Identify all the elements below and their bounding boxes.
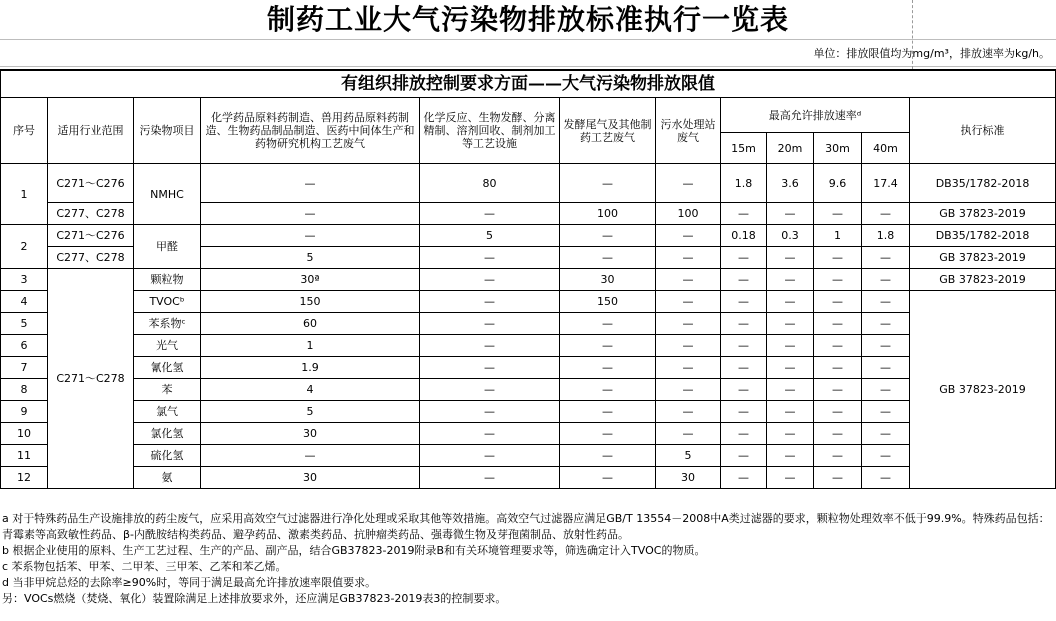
header-chem[interactable]: 化学药品原料药制造、兽用药品原料药制造、生物药品制品制造、医药中间体生产和药物研究机构工艺废气 (201, 98, 420, 164)
cell-h40[interactable]: — (862, 467, 910, 489)
cell-h40[interactable]: — (862, 423, 910, 445)
cell-h20[interactable]: — (767, 335, 814, 357)
header-h30[interactable]: 30m (814, 133, 862, 164)
cell-sewage[interactable]: — (656, 357, 721, 379)
cell-sewage[interactable]: 100 (656, 203, 721, 225)
cell-h15[interactable]: — (721, 357, 767, 379)
cell-reaction[interactable]: — (420, 291, 560, 313)
cell-chem[interactable]: 5 (201, 247, 420, 269)
cell-pollutant[interactable]: 颗粒物 (134, 269, 201, 291)
cell-h15[interactable]: — (721, 335, 767, 357)
cell-pollutant[interactable]: 氨 (134, 467, 201, 489)
cell-seq[interactable]: 7 (1, 357, 48, 379)
cell-h30[interactable]: — (814, 467, 862, 489)
cell-pollutant[interactable]: 氰化氢 (134, 357, 201, 379)
cell-reaction[interactable]: — (420, 203, 560, 225)
cell-seq[interactable]: 8 (1, 379, 48, 401)
cell-sewage[interactable]: — (656, 247, 721, 269)
cell-seq[interactable]: 5 (1, 313, 48, 335)
cell-seq[interactable]: 6 (1, 335, 48, 357)
cell-ferment[interactable]: 30 (560, 269, 656, 291)
cell-h20[interactable]: — (767, 467, 814, 489)
cell-h30[interactable]: — (814, 203, 862, 225)
cell-h30[interactable]: — (814, 313, 862, 335)
cell-seq[interactable]: 9 (1, 401, 48, 423)
cell-chem[interactable]: 5 (201, 401, 420, 423)
cell-h15[interactable]: — (721, 291, 767, 313)
cell-h40[interactable]: — (862, 313, 910, 335)
cell-h20[interactable]: — (767, 269, 814, 291)
cell-h20[interactable]: — (767, 379, 814, 401)
cell-reaction[interactable]: 80 (420, 164, 560, 203)
cell-chem[interactable]: 1.9 (201, 357, 420, 379)
cell-seq[interactable]: 12 (1, 467, 48, 489)
cell-reaction[interactable]: — (420, 335, 560, 357)
cell-ferment[interactable]: 100 (560, 203, 656, 225)
cell-ferment[interactable]: — (560, 164, 656, 203)
cell-reaction[interactable]: — (420, 269, 560, 291)
footnote-c[interactable]: c 苯系物包括苯、甲苯、二甲苯、三甲苯、乙苯和苯乙烯。 (2, 560, 287, 573)
cell-industry[interactable]: C271～C276 (48, 164, 134, 203)
cell-h20[interactable]: 0.3 (767, 225, 814, 247)
cell-h15[interactable]: — (721, 203, 767, 225)
cell-h15[interactable]: 1.8 (721, 164, 767, 203)
cell-seq[interactable]: 11 (1, 445, 48, 467)
header-industry[interactable]: 适用行业范围 (48, 98, 134, 164)
cell-h40[interactable]: — (862, 291, 910, 313)
cell-sewage[interactable]: — (656, 269, 721, 291)
cell-industry[interactable]: C277、C278 (48, 203, 134, 225)
cell-pollutant[interactable]: 氯气 (134, 401, 201, 423)
cell-h15[interactable]: — (721, 247, 767, 269)
cell-chem[interactable]: 1 (201, 335, 420, 357)
cell-h30[interactable]: — (814, 269, 862, 291)
cell-h40[interactable]: — (862, 401, 910, 423)
emission-limits-table (0, 69, 1056, 489)
header-pollutant[interactable]: 污染物项目 (134, 98, 201, 164)
header-rate[interactable]: 最高允许排放速率ᵈ (721, 98, 910, 133)
cell-h40[interactable]: — (862, 357, 910, 379)
cell-reaction[interactable]: — (420, 467, 560, 489)
cell-ferment[interactable]: — (560, 225, 656, 247)
cell-standard[interactable]: DB35/1782-2018 (910, 164, 1056, 203)
header-standard[interactable]: 执行标准 (910, 98, 1056, 164)
cell-h15[interactable]: — (721, 313, 767, 335)
cell-pollutant[interactable]: 苯 (134, 379, 201, 401)
cell-reaction[interactable]: — (420, 445, 560, 467)
cell-standard-group[interactable]: GB 37823-2019 (910, 291, 1056, 489)
cell-reaction[interactable]: — (420, 357, 560, 379)
cell-h30[interactable]: — (814, 357, 862, 379)
cell-sewage[interactable]: — (656, 225, 721, 247)
cell-h40[interactable]: — (862, 445, 910, 467)
cell-ferment[interactable]: — (560, 401, 656, 423)
cell-chem[interactable]: 30ª (201, 269, 420, 291)
cell-h30[interactable]: — (814, 335, 862, 357)
cell-chem[interactable]: 30 (201, 423, 420, 445)
cell-chem[interactable]: — (201, 164, 420, 203)
cell-industry[interactable]: C271～C276 (48, 225, 134, 247)
cell-chem[interactable]: — (201, 445, 420, 467)
cell-h40[interactable]: — (862, 203, 910, 225)
cell-pollutant[interactable]: 苯系物ᶜ (134, 313, 201, 335)
cell-sewage[interactable]: — (656, 313, 721, 335)
cell-chem[interactable]: 150 (201, 291, 420, 313)
cell-h20[interactable]: — (767, 247, 814, 269)
cell-sewage[interactable]: — (656, 291, 721, 313)
cell-ferment[interactable]: — (560, 467, 656, 489)
footnote-a[interactable]: a 对于特殊药品生产设施排放的药尘废气，应采用高效空气过滤器进行净化处理或采取其他等效措施。高效空气过滤器应满足GB/T 13554－2008中A类过滤器的要求，颗粒物处理效率不低于99.9%。特殊药品包括：青霉素等高致敏性药品、β-内酰胺结构类药品、避孕药品、激素类药品、抗肿瘤类药品、强毒微生物及芽孢菌制品、放射性药品。 (2, 512, 1050, 541)
cell-h40[interactable]: — (862, 335, 910, 357)
cell-sewage[interactable]: — (656, 164, 721, 203)
cell-seq[interactable]: 2 (1, 225, 48, 269)
cell-standard[interactable]: GB 37823-2019 (910, 247, 1056, 269)
cell-h20[interactable]: 3.6 (767, 164, 814, 203)
cell-industry[interactable]: C277、C278 (48, 247, 134, 269)
cell-standard[interactable]: GB 37823-2019 (910, 269, 1056, 291)
header-reaction[interactable]: 化学反应、生物发酵、分离精制、溶剂回收、制剂加工等工艺设施 (420, 98, 560, 164)
cell-pollutant[interactable]: NMHC (134, 164, 201, 225)
cell-h30[interactable]: — (814, 379, 862, 401)
cell-pollutant[interactable]: 光气 (134, 335, 201, 357)
cell-h30[interactable]: — (814, 445, 862, 467)
cell-sewage[interactable]: 5 (656, 445, 721, 467)
cell-h20[interactable]: — (767, 313, 814, 335)
footnote-b[interactable]: b 根据企业使用的原料、生产工艺过程、生产的产品、副产品，结合GB37823-2019附录B和有关环境管理要求等，筛选确定计入TVOC的物质。 (2, 544, 706, 557)
cell-seq[interactable]: 4 (1, 291, 48, 313)
cell-industry-group[interactable]: C271～C278 (48, 269, 134, 489)
footnote-other[interactable]: 另：VOCs燃烧（焚烧、氧化）装置除满足上述排放要求外，还应满足GB37823-2019表3的控制要求。 (2, 592, 507, 605)
cell-h40[interactable]: — (862, 247, 910, 269)
cell-h15[interactable]: — (721, 269, 767, 291)
header-sewage[interactable]: 污水处理站废气 (656, 98, 721, 164)
cell-h15[interactable]: — (721, 423, 767, 445)
gridline (0, 66, 1056, 67)
cell-ferment[interactable]: — (560, 445, 656, 467)
cell-standard[interactable]: DB35/1782-2018 (910, 225, 1056, 247)
cell-h15[interactable]: — (721, 445, 767, 467)
cell-h20[interactable]: — (767, 445, 814, 467)
cell-h15[interactable]: — (721, 401, 767, 423)
cell-h15[interactable]: 0.18 (721, 225, 767, 247)
cell-chem[interactable]: — (201, 203, 420, 225)
header-h15[interactable]: 15m (721, 133, 767, 164)
footnotes (2, 511, 1052, 607)
cell-h15[interactable]: — (721, 379, 767, 401)
cell-reaction[interactable]: — (420, 423, 560, 445)
cell-reaction[interactable]: — (420, 313, 560, 335)
cell-h20[interactable]: — (767, 291, 814, 313)
cell-h15[interactable]: — (721, 467, 767, 489)
cell-sewage[interactable]: — (656, 379, 721, 401)
cell-seq[interactable]: 10 (1, 423, 48, 445)
cell-sewage[interactable]: — (656, 423, 721, 445)
cell-sewage[interactable]: — (656, 335, 721, 357)
cell-reaction[interactable]: — (420, 379, 560, 401)
header-ferment[interactable]: 发酵尾气及其他制药工艺废气 (560, 98, 656, 164)
cell-seq[interactable]: 1 (1, 164, 48, 225)
section-title[interactable]: 有组织排放控制要求方面——大气污染物排放限值 (1, 70, 1056, 98)
cell-ferment[interactable]: — (560, 379, 656, 401)
cell-h30[interactable]: — (814, 247, 862, 269)
cell-pollutant[interactable]: 甲醛 (134, 225, 201, 269)
page-title[interactable]: 制药工业大气污染物排放标准执行一览表 (266, 3, 789, 36)
cell-chem[interactable]: 4 (201, 379, 420, 401)
cell-h30[interactable]: 1 (814, 225, 862, 247)
cell-standard[interactable]: GB 37823-2019 (910, 203, 1056, 225)
footnote-d[interactable]: d 当非甲烷总烃的去除率≥90%时，等同于满足最高允许排放速率限值要求。 (2, 576, 377, 589)
header-h40[interactable]: 40m (862, 133, 910, 164)
cell-reaction[interactable]: 5 (420, 225, 560, 247)
cell-sewage[interactable]: 30 (656, 467, 721, 489)
cell-reaction[interactable]: — (420, 247, 560, 269)
cell-pollutant[interactable]: TVOCᵇ (134, 291, 201, 313)
cell-h30[interactable]: — (814, 423, 862, 445)
cell-chem[interactable]: 30 (201, 467, 420, 489)
header-seq[interactable]: 序号 (1, 98, 48, 164)
cell-h30[interactable]: — (814, 401, 862, 423)
cell-ferment[interactable]: — (560, 423, 656, 445)
cell-h20[interactable]: — (767, 357, 814, 379)
cell-ferment[interactable]: — (560, 335, 656, 357)
cell-h30[interactable]: — (814, 291, 862, 313)
cell-chem[interactable]: 60 (201, 313, 420, 335)
cell-h20[interactable]: — (767, 203, 814, 225)
cell-h30[interactable]: 9.6 (814, 164, 862, 203)
cell-ferment[interactable]: — (560, 357, 656, 379)
cell-h20[interactable]: — (767, 423, 814, 445)
cell-sewage[interactable]: — (656, 401, 721, 423)
header-h20[interactable]: 20m (767, 133, 814, 164)
cell-reaction[interactable]: — (420, 401, 560, 423)
cell-ferment[interactable]: — (560, 247, 656, 269)
cell-h40[interactable]: — (862, 269, 910, 291)
unit-note[interactable]: 单位：排放限值均为mg/m³，排放速率为kg/h。 (813, 47, 1050, 60)
cell-pollutant[interactable]: 氯化氢 (134, 423, 201, 445)
cell-seq[interactable]: 3 (1, 269, 48, 291)
cell-h40[interactable]: — (862, 379, 910, 401)
cell-pollutant[interactable]: 硫化氢 (134, 445, 201, 467)
cell-h40[interactable]: 1.8 (862, 225, 910, 247)
cell-h40[interactable]: 17.4 (862, 164, 910, 203)
cell-h20[interactable]: — (767, 401, 814, 423)
cell-ferment[interactable]: — (560, 313, 656, 335)
cell-chem[interactable]: — (201, 225, 420, 247)
cell-ferment[interactable]: 150 (560, 291, 656, 313)
